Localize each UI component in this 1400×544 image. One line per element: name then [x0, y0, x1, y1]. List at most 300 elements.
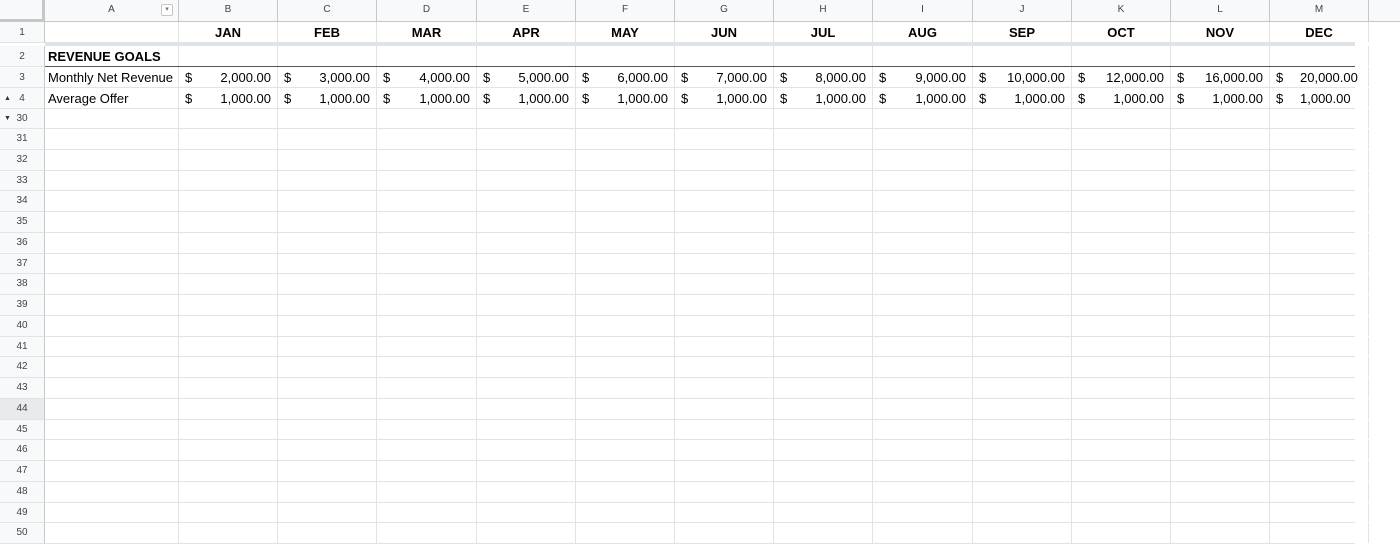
empty-cell[interactable]: [1171, 337, 1270, 357]
empty-cell[interactable]: [278, 274, 377, 294]
empty-cell[interactable]: [477, 46, 576, 66]
month-header-cell[interactable]: JAN: [179, 22, 278, 42]
empty-cell[interactable]: [873, 357, 973, 377]
empty-cell[interactable]: [377, 295, 477, 315]
empty-cell[interactable]: [675, 295, 774, 315]
empty-cell[interactable]: [45, 357, 179, 377]
empty-cell[interactable]: [1171, 129, 1270, 149]
empty-cell[interactable]: [1072, 357, 1171, 377]
month-header-cell[interactable]: SEP: [973, 22, 1072, 42]
empty-cell[interactable]: [973, 461, 1072, 481]
empty-cell[interactable]: [1270, 233, 1369, 253]
currency-cell[interactable]: [377, 67, 477, 87]
currency-cell[interactable]: [477, 88, 576, 108]
empty-cell[interactable]: [1270, 129, 1369, 149]
empty-cell[interactable]: [675, 150, 774, 170]
month-header-cell[interactable]: JUN: [675, 22, 774, 42]
row-label[interactable]: Monthly Net Revenue: [45, 67, 179, 87]
empty-cell[interactable]: [278, 295, 377, 315]
empty-cell[interactable]: [576, 233, 675, 253]
empty-cell[interactable]: [873, 233, 973, 253]
empty-cell[interactable]: [873, 316, 973, 336]
empty-cell[interactable]: [576, 461, 675, 481]
empty-cell[interactable]: [774, 233, 873, 253]
empty-cell[interactable]: [377, 357, 477, 377]
empty-cell[interactable]: [377, 420, 477, 440]
empty-cell[interactable]: [973, 503, 1072, 523]
empty-cell[interactable]: [973, 440, 1072, 460]
empty-cell[interactable]: [1171, 399, 1270, 419]
empty-cell[interactable]: [45, 461, 179, 481]
empty-cell[interactable]: [576, 503, 675, 523]
empty-cell[interactable]: [675, 316, 774, 336]
row-header-30[interactable]: [0, 109, 45, 129]
empty-cell[interactable]: [576, 109, 675, 128]
empty-cell[interactable]: [973, 482, 1072, 502]
empty-cell[interactable]: [45, 233, 179, 253]
empty-cell[interactable]: [1072, 254, 1171, 274]
empty-cell[interactable]: [477, 129, 576, 149]
empty-cell[interactable]: [576, 191, 675, 211]
row-header-44[interactable]: [0, 399, 45, 420]
empty-cell[interactable]: [675, 46, 774, 66]
empty-cell[interactable]: [973, 316, 1072, 336]
empty-cell[interactable]: [774, 337, 873, 357]
column-header-b[interactable]: [179, 0, 278, 22]
currency-cell[interactable]: [1171, 67, 1270, 87]
row-header-39[interactable]: [0, 295, 45, 316]
empty-cell[interactable]: [278, 150, 377, 170]
empty-cell[interactable]: [873, 254, 973, 274]
currency-cell[interactable]: [278, 67, 377, 87]
empty-cell[interactable]: [45, 129, 179, 149]
empty-cell[interactable]: [774, 503, 873, 523]
empty-cell[interactable]: [1171, 440, 1270, 460]
empty-cell[interactable]: [1270, 523, 1369, 543]
column-header-d[interactable]: [377, 0, 477, 22]
empty-cell[interactable]: [1072, 482, 1171, 502]
empty-cell[interactable]: [179, 316, 278, 336]
empty-cell[interactable]: [1171, 46, 1270, 66]
empty-cell[interactable]: [774, 440, 873, 460]
empty-cell[interactable]: [1072, 295, 1171, 315]
empty-cell[interactable]: [477, 357, 576, 377]
empty-cell[interactable]: [377, 399, 477, 419]
empty-cell[interactable]: [973, 171, 1072, 191]
empty-cell[interactable]: [1270, 254, 1369, 274]
empty-cell[interactable]: [45, 503, 179, 523]
empty-cell[interactable]: [477, 212, 576, 232]
empty-cell[interactable]: [873, 378, 973, 398]
empty-cell[interactable]: [774, 420, 873, 440]
empty-cell[interactable]: [45, 378, 179, 398]
currency-cell[interactable]: [774, 67, 873, 87]
currency-cell[interactable]: [1270, 67, 1369, 87]
empty-cell[interactable]: [1171, 212, 1270, 232]
empty-cell[interactable]: [179, 503, 278, 523]
column-header-a[interactable]: [45, 0, 179, 22]
empty-cell[interactable]: [873, 503, 973, 523]
empty-cell[interactable]: [477, 461, 576, 481]
empty-cell[interactable]: [45, 482, 179, 502]
empty-cell[interactable]: [774, 399, 873, 419]
empty-cell[interactable]: [1171, 274, 1270, 294]
cell-a1[interactable]: [45, 22, 179, 42]
column-header-h[interactable]: [774, 0, 873, 22]
empty-cell[interactable]: [774, 378, 873, 398]
empty-cell[interactable]: [973, 109, 1072, 128]
empty-cell[interactable]: [45, 212, 179, 232]
row-header-49[interactable]: [0, 503, 45, 524]
empty-cell[interactable]: [377, 109, 477, 128]
empty-cell[interactable]: [973, 212, 1072, 232]
empty-cell[interactable]: [179, 191, 278, 211]
currency-cell[interactable]: [973, 67, 1072, 87]
empty-cell[interactable]: [278, 503, 377, 523]
row-header-37[interactable]: [0, 254, 45, 275]
empty-cell[interactable]: [477, 274, 576, 294]
column-header-g[interactable]: [675, 0, 774, 22]
empty-cell[interactable]: [873, 212, 973, 232]
empty-cell[interactable]: [179, 109, 278, 128]
empty-cell[interactable]: [179, 399, 278, 419]
empty-cell[interactable]: [179, 274, 278, 294]
empty-cell[interactable]: [873, 482, 973, 502]
empty-cell[interactable]: [1072, 523, 1171, 543]
empty-cell[interactable]: [1270, 109, 1369, 128]
empty-cell[interactable]: [278, 420, 377, 440]
empty-cell[interactable]: [774, 46, 873, 66]
empty-cell[interactable]: [973, 523, 1072, 543]
currency-cell[interactable]: [675, 67, 774, 87]
row-header-33[interactable]: [0, 171, 45, 192]
empty-cell[interactable]: [873, 171, 973, 191]
empty-cell[interactable]: [973, 337, 1072, 357]
filter-dropdown-icon[interactable]: ▾: [161, 4, 173, 16]
month-header-cell[interactable]: MAY: [576, 22, 675, 42]
currency-cell[interactable]: [179, 67, 278, 87]
empty-cell[interactable]: [179, 378, 278, 398]
empty-cell[interactable]: [477, 171, 576, 191]
empty-cell[interactable]: [873, 399, 973, 419]
empty-cell[interactable]: [576, 295, 675, 315]
empty-cell[interactable]: [45, 523, 179, 543]
currency-cell[interactable]: [873, 67, 973, 87]
empty-cell[interactable]: [377, 191, 477, 211]
empty-cell[interactable]: [1171, 316, 1270, 336]
empty-cell[interactable]: [675, 378, 774, 398]
empty-cell[interactable]: [973, 233, 1072, 253]
column-header-f[interactable]: [576, 0, 675, 22]
currency-cell[interactable]: [1072, 67, 1171, 87]
empty-cell[interactable]: [1270, 440, 1369, 460]
empty-cell[interactable]: [576, 378, 675, 398]
empty-cell[interactable]: [675, 357, 774, 377]
empty-cell[interactable]: [973, 295, 1072, 315]
empty-cell[interactable]: [477, 233, 576, 253]
row-label[interactable]: Average Offer: [45, 88, 179, 108]
empty-cell[interactable]: [973, 378, 1072, 398]
empty-cell[interactable]: [973, 420, 1072, 440]
currency-cell[interactable]: [1171, 88, 1270, 108]
currency-cell[interactable]: [873, 88, 973, 108]
row-header-3[interactable]: [0, 67, 45, 88]
empty-cell[interactable]: [1072, 233, 1171, 253]
currency-cell[interactable]: [1270, 88, 1369, 108]
empty-cell[interactable]: [576, 129, 675, 149]
empty-cell[interactable]: [179, 212, 278, 232]
empty-cell[interactable]: [774, 254, 873, 274]
empty-cell[interactable]: [1270, 503, 1369, 523]
empty-cell[interactable]: [1270, 212, 1369, 232]
empty-cell[interactable]: [973, 357, 1072, 377]
month-header-cell[interactable]: MAR: [377, 22, 477, 42]
section-title[interactable]: REVENUE GOALS: [45, 46, 179, 66]
empty-cell[interactable]: [477, 150, 576, 170]
empty-cell[interactable]: [377, 254, 477, 274]
empty-cell[interactable]: [278, 399, 377, 419]
empty-cell[interactable]: [45, 171, 179, 191]
currency-cell[interactable]: [576, 67, 675, 87]
empty-cell[interactable]: [576, 523, 675, 543]
empty-cell[interactable]: [1072, 109, 1171, 128]
empty-cell[interactable]: [774, 482, 873, 502]
empty-cell[interactable]: [576, 171, 675, 191]
currency-cell[interactable]: [377, 88, 477, 108]
column-header-j[interactable]: [973, 0, 1072, 22]
row-header-36[interactable]: [0, 233, 45, 254]
empty-cell[interactable]: [675, 420, 774, 440]
column-header-k[interactable]: [1072, 0, 1171, 22]
empty-cell[interactable]: [278, 212, 377, 232]
empty-cell[interactable]: [179, 46, 278, 66]
empty-cell[interactable]: [179, 233, 278, 253]
empty-cell[interactable]: [1270, 461, 1369, 481]
row-header-47[interactable]: [0, 461, 45, 482]
empty-cell[interactable]: [576, 212, 675, 232]
empty-cell[interactable]: [1270, 150, 1369, 170]
empty-cell[interactable]: [278, 254, 377, 274]
empty-cell[interactable]: [1072, 461, 1171, 481]
row-header-31[interactable]: [0, 129, 45, 150]
empty-cell[interactable]: [1171, 523, 1270, 543]
empty-cell[interactable]: [576, 46, 675, 66]
empty-cell[interactable]: [45, 274, 179, 294]
empty-cell[interactable]: [179, 523, 278, 543]
empty-cell[interactable]: [873, 46, 973, 66]
empty-cell[interactable]: [774, 357, 873, 377]
empty-cell[interactable]: [576, 316, 675, 336]
empty-cell[interactable]: [973, 46, 1072, 66]
empty-cell[interactable]: [377, 46, 477, 66]
empty-cell[interactable]: [873, 191, 973, 211]
column-header-l[interactable]: [1171, 0, 1270, 22]
empty-cell[interactable]: [576, 337, 675, 357]
empty-cell[interactable]: [774, 274, 873, 294]
empty-cell[interactable]: [873, 337, 973, 357]
month-header-cell[interactable]: APR: [477, 22, 576, 42]
select-all-corner[interactable]: [0, 0, 45, 22]
empty-cell[interactable]: [1270, 295, 1369, 315]
empty-cell[interactable]: [377, 171, 477, 191]
empty-cell[interactable]: [1072, 274, 1171, 294]
empty-cell[interactable]: [179, 129, 278, 149]
empty-cell[interactable]: [1270, 171, 1369, 191]
currency-cell[interactable]: [774, 88, 873, 108]
empty-cell[interactable]: [278, 316, 377, 336]
month-header-cell[interactable]: JUL: [774, 22, 873, 42]
empty-cell[interactable]: [278, 191, 377, 211]
row-header-42[interactable]: [0, 357, 45, 378]
empty-cell[interactable]: [1072, 378, 1171, 398]
empty-cell[interactable]: [377, 316, 477, 336]
empty-cell[interactable]: [45, 337, 179, 357]
empty-cell[interactable]: [477, 378, 576, 398]
empty-cell[interactable]: [477, 482, 576, 502]
expand-down-icon[interactable]: ▼: [4, 115, 11, 122]
empty-cell[interactable]: [278, 378, 377, 398]
empty-cell[interactable]: [278, 482, 377, 502]
empty-cell[interactable]: [377, 233, 477, 253]
empty-cell[interactable]: [873, 150, 973, 170]
empty-cell[interactable]: [1171, 357, 1270, 377]
empty-cell[interactable]: [873, 461, 973, 481]
empty-cell[interactable]: [774, 523, 873, 543]
empty-cell[interactable]: [973, 150, 1072, 170]
currency-cell[interactable]: [179, 88, 278, 108]
empty-cell[interactable]: [477, 420, 576, 440]
month-header-cell[interactable]: DEC: [1270, 22, 1369, 42]
empty-cell[interactable]: [576, 399, 675, 419]
empty-cell[interactable]: [45, 316, 179, 336]
empty-cell[interactable]: [377, 482, 477, 502]
empty-cell[interactable]: [1072, 191, 1171, 211]
empty-cell[interactable]: [1171, 378, 1270, 398]
empty-cell[interactable]: [1171, 461, 1270, 481]
empty-cell[interactable]: [477, 254, 576, 274]
empty-cell[interactable]: [45, 254, 179, 274]
empty-cell[interactable]: [675, 274, 774, 294]
empty-cell[interactable]: [973, 274, 1072, 294]
empty-cell[interactable]: [179, 357, 278, 377]
column-header-e[interactable]: [477, 0, 576, 22]
empty-cell[interactable]: [477, 523, 576, 543]
empty-cell[interactable]: [377, 461, 477, 481]
empty-cell[interactable]: [675, 212, 774, 232]
empty-cell[interactable]: [278, 233, 377, 253]
empty-cell[interactable]: [1270, 399, 1369, 419]
empty-cell[interactable]: [675, 129, 774, 149]
empty-cell[interactable]: [675, 399, 774, 419]
empty-cell[interactable]: [1270, 274, 1369, 294]
empty-cell[interactable]: [873, 523, 973, 543]
empty-cell[interactable]: [377, 274, 477, 294]
empty-cell[interactable]: [477, 191, 576, 211]
empty-cell[interactable]: [278, 46, 377, 66]
collapse-up-icon[interactable]: ▲: [4, 95, 11, 102]
empty-cell[interactable]: [179, 482, 278, 502]
empty-cell[interactable]: [873, 109, 973, 128]
empty-cell[interactable]: [1171, 295, 1270, 315]
empty-cell[interactable]: [377, 378, 477, 398]
empty-cell[interactable]: [1270, 316, 1369, 336]
empty-cell[interactable]: [278, 337, 377, 357]
empty-cell[interactable]: [675, 233, 774, 253]
empty-cell[interactable]: [45, 150, 179, 170]
empty-cell[interactable]: [1171, 233, 1270, 253]
empty-cell[interactable]: [377, 212, 477, 232]
empty-cell[interactable]: [377, 503, 477, 523]
column-header-i[interactable]: [873, 0, 973, 22]
empty-cell[interactable]: [1270, 46, 1369, 66]
row-header-34[interactable]: [0, 191, 45, 212]
empty-cell[interactable]: [45, 420, 179, 440]
empty-cell[interactable]: [873, 420, 973, 440]
empty-cell[interactable]: [576, 482, 675, 502]
empty-cell[interactable]: [179, 254, 278, 274]
empty-cell[interactable]: [1072, 171, 1171, 191]
empty-cell[interactable]: [1072, 150, 1171, 170]
empty-cell[interactable]: [576, 420, 675, 440]
empty-cell[interactable]: [774, 171, 873, 191]
empty-cell[interactable]: [278, 109, 377, 128]
row-header-35[interactable]: [0, 212, 45, 233]
empty-cell[interactable]: [45, 399, 179, 419]
empty-cell[interactable]: [1171, 482, 1270, 502]
empty-cell[interactable]: [1270, 337, 1369, 357]
empty-cell[interactable]: [377, 150, 477, 170]
empty-cell[interactable]: [1072, 420, 1171, 440]
empty-cell[interactable]: [278, 129, 377, 149]
empty-cell[interactable]: [873, 295, 973, 315]
row-header-32[interactable]: [0, 150, 45, 171]
empty-cell[interactable]: [973, 129, 1072, 149]
empty-cell[interactable]: [1171, 150, 1270, 170]
empty-cell[interactable]: [179, 150, 278, 170]
empty-cell[interactable]: [774, 109, 873, 128]
empty-cell[interactable]: [1072, 337, 1171, 357]
empty-cell[interactable]: [973, 191, 1072, 211]
empty-cell[interactable]: [774, 316, 873, 336]
empty-cell[interactable]: [675, 503, 774, 523]
row-header-2[interactable]: [0, 46, 45, 67]
empty-cell[interactable]: [278, 523, 377, 543]
empty-cell[interactable]: [1270, 191, 1369, 211]
currency-cell[interactable]: [576, 88, 675, 108]
empty-cell[interactable]: [278, 357, 377, 377]
empty-cell[interactable]: [45, 440, 179, 460]
month-header-cell[interactable]: NOV: [1171, 22, 1270, 42]
empty-cell[interactable]: [377, 129, 477, 149]
column-header-c[interactable]: [278, 0, 377, 22]
empty-cell[interactable]: [278, 461, 377, 481]
month-header-cell[interactable]: AUG: [873, 22, 973, 42]
empty-cell[interactable]: [179, 295, 278, 315]
empty-cell[interactable]: [973, 399, 1072, 419]
column-header-m[interactable]: [1270, 0, 1369, 22]
empty-cell[interactable]: [377, 337, 477, 357]
empty-cell[interactable]: [576, 357, 675, 377]
currency-cell[interactable]: [675, 88, 774, 108]
row-header-48[interactable]: [0, 482, 45, 503]
empty-cell[interactable]: [1270, 357, 1369, 377]
empty-cell[interactable]: [477, 399, 576, 419]
empty-cell[interactable]: [675, 191, 774, 211]
empty-cell[interactable]: [1171, 191, 1270, 211]
empty-cell[interactable]: [1072, 129, 1171, 149]
empty-cell[interactable]: [45, 191, 179, 211]
empty-cell[interactable]: [179, 337, 278, 357]
